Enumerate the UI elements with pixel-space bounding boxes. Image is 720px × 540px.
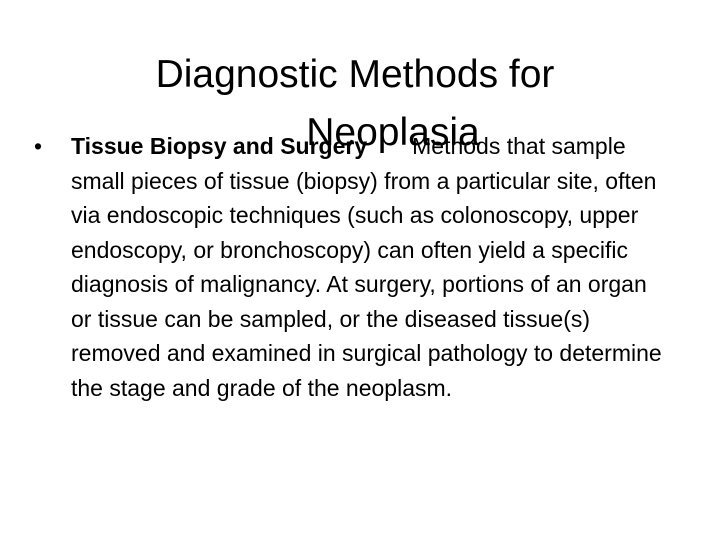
slide-title-line-1: Diagnostic Methods for bbox=[155, 53, 555, 97]
slide-title-line-2: Neoplasia bbox=[306, 111, 480, 155]
bullet-marker: • bbox=[34, 133, 43, 159]
bullet-description: Methods that sample small pieces of tissue (biopsy) from a particular site, often via endoscopic techniques (such as colonoscopy, upper endoscopy, or bronchoscopy) can often yield a specific diagnosis of malignancy. At surgery, portions of an organ or tissue can be sampled, or the diseased tissue(s) removed and examined in surgical pathology to determine the stage and grade of the neoplasm. bbox=[71, 133, 662, 401]
bullet-heading: Tissue Biopsy and Surgery bbox=[71, 133, 368, 159]
bullet-text bbox=[71, 129, 670, 405]
bullet-item bbox=[34, 129, 670, 405]
